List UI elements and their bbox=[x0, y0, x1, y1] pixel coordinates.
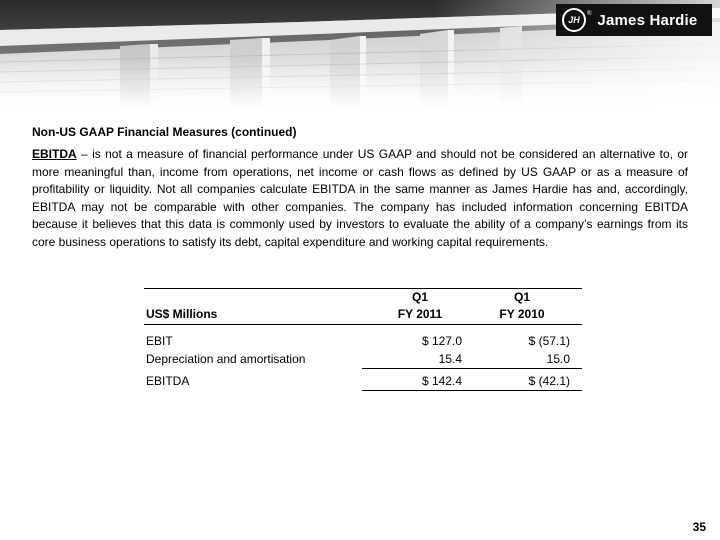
row-da-col2: 15.0 bbox=[546, 352, 570, 366]
row-da-label: Depreciation and amortisation bbox=[146, 352, 306, 366]
row-ebit-col2: $ (57.1) bbox=[528, 334, 570, 348]
brand-name: James Hardie bbox=[597, 11, 698, 29]
row-ebit-col1: $ 127.0 bbox=[421, 334, 462, 348]
brand-logo bbox=[556, 4, 712, 36]
definition-paragraph bbox=[32, 146, 688, 251]
header-rule bbox=[144, 324, 582, 325]
total-rule bbox=[362, 390, 582, 391]
row-ebitda-col1: $ 142.4 bbox=[421, 374, 462, 388]
col1-year: FY 2011 bbox=[397, 307, 443, 321]
definition-term: EBITDA bbox=[32, 147, 77, 161]
row-da-col1: 15.4 bbox=[438, 352, 462, 366]
logo-mark-icon: JH bbox=[562, 8, 586, 32]
page-number: 35 bbox=[692, 520, 706, 534]
section-title: Non-US GAAP Financial Measures (continued) bbox=[32, 125, 297, 139]
row-ebitda-col2: $ (42.1) bbox=[528, 374, 570, 388]
col1-period: Q1 bbox=[411, 290, 428, 304]
table-top-rule bbox=[144, 288, 582, 289]
definition-text: – is not a measure of financial performance under US GAAP and should not be considered an alternative to, or more meaningful than, income from operations, net income or cash flows as defined by US GAAP or as a measure of profitability or liquidity. Not all companies calculate EBITDA in the same manner as James Hardie has and, accordingly, EBITDA may not be comparable with other companies. The company has included information concerning EBITDA because it believes that this data is commonly used by investors to evaluate the ability of a company’s earnings from its core business operations to satisfy its debt, capital expenditure and working capital requirements. bbox=[32, 147, 688, 249]
registered-mark: ® bbox=[587, 11, 592, 17]
col2-year: FY 2010 bbox=[499, 307, 545, 321]
col2-period: Q1 bbox=[513, 290, 530, 304]
row-ebit-label: EBIT bbox=[146, 334, 173, 348]
row-ebitda-label: EBITDA bbox=[146, 374, 190, 388]
subtotal-rule bbox=[362, 368, 582, 369]
units-label: US$ Millions bbox=[146, 307, 218, 321]
